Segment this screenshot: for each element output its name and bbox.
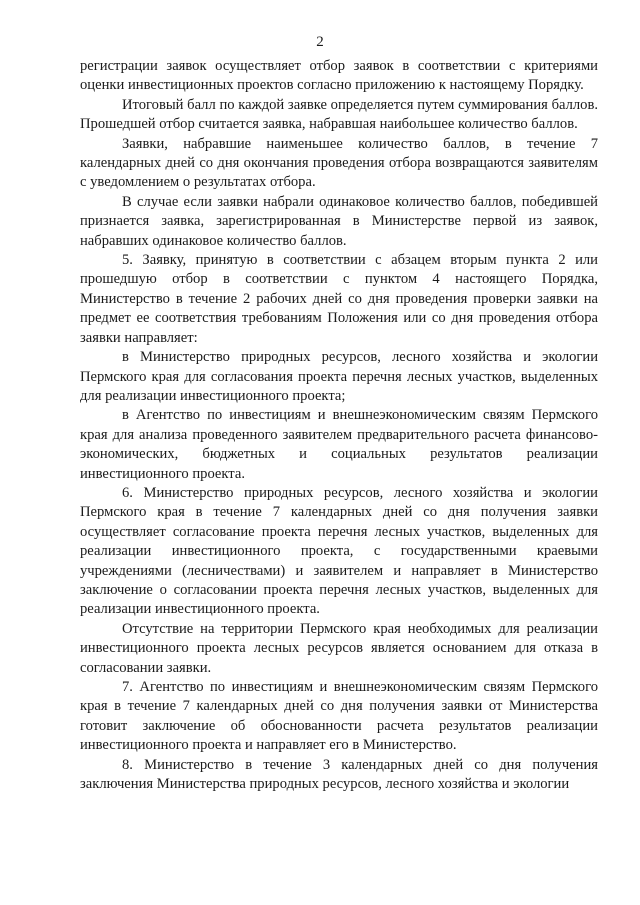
paragraph-item-8: 8. Министерство в течение 3 календарных дней со дня получения заключения Министерства природных ресурсов, лесного хозяйства и экологии — [80, 756, 598, 793]
paragraph-lowest-score: Заявки, набравшие наименьшее количество баллов, в течение 7 календарных дней со дня окончания проведения отбора возвращаются заявителям с уведомлением о результатах отбора. — [80, 135, 598, 191]
paragraph-item-6: 6. Министерство природных ресурсов, лесного хозяйства и экологии Пермского края в течение 7 календарных дней со дня получения заявки осуществляет согласование проекта перечня лесных участков, выделенных для реализации инвестиционного проекта, с государственными краевыми учреждениями (лесничествами) и заявителем и направляет в Министерство заключение о согласовании проекта перечня лесных участков, выделенных для реализации инвестиционного проекта. — [80, 484, 598, 618]
paragraph-equal-score: В случае если заявки набрали одинаковое количество баллов, победившей признается заявка, зарегистрированная в Министерстве первой из заявок, набравших одинаковое количество баллов. — [80, 193, 598, 249]
paragraph-item-5-agency: в Агентство по инвестициям и внешнеэкономическим связям Пермского края для анализа проведенного заявителем предварительного расчета финансово-экономических, бюджетных и социальных результатов реализации инвестиционного проекта. — [80, 407, 598, 482]
paragraph-total-score: Итоговый балл по каждой заявке определяется путем суммирования баллов. Прошедшей отбор считается заявка, набравшая наибольшее количество баллов. — [80, 96, 598, 133]
paragraph-item-6-refusal: Отсутствие на территории Пермского края необходимых для реализации инвестиционного проекта лесных ресурсов является основанием для отказа в согласовании заявки. — [80, 620, 598, 676]
paragraph-item-5: 5. Заявку, принятую в соответствии с абзацем вторым пункта 2 или прошедшую отбор в соответствии с пунктом 4 настоящего Порядка, Министерство в течение 2 рабочих дней со дня проведения проверки заявки на предмет ее соответствия требованиям Положения или со дня проведения отбора заявки направляет: — [80, 252, 598, 346]
document-body — [80, 57, 598, 794]
paragraph-item-7: 7. Агентство по инвестициям и внешнеэкономическим связям Пермского края в течение 7 календарных дней со дня получения заявки от Министерства готовит заключение об обоснованности расчета результатов реализации инвестиционного проекта и направляет его в Министерство. — [80, 679, 598, 754]
page-number: 2 — [316, 34, 324, 50]
paragraph-continuation: регистрации заявок осуществляет отбор заявок в соответствии с критериями оценки инвестиционных проектов согласно приложению к настоящему Порядку. — [80, 58, 598, 94]
paragraph-item-5-ministry: в Министерство природных ресурсов, лесного хозяйства и экологии Пермского края для согласования проекта перечня лесных участков, выделенных для реализации инвестиционного проекта; — [80, 349, 598, 404]
